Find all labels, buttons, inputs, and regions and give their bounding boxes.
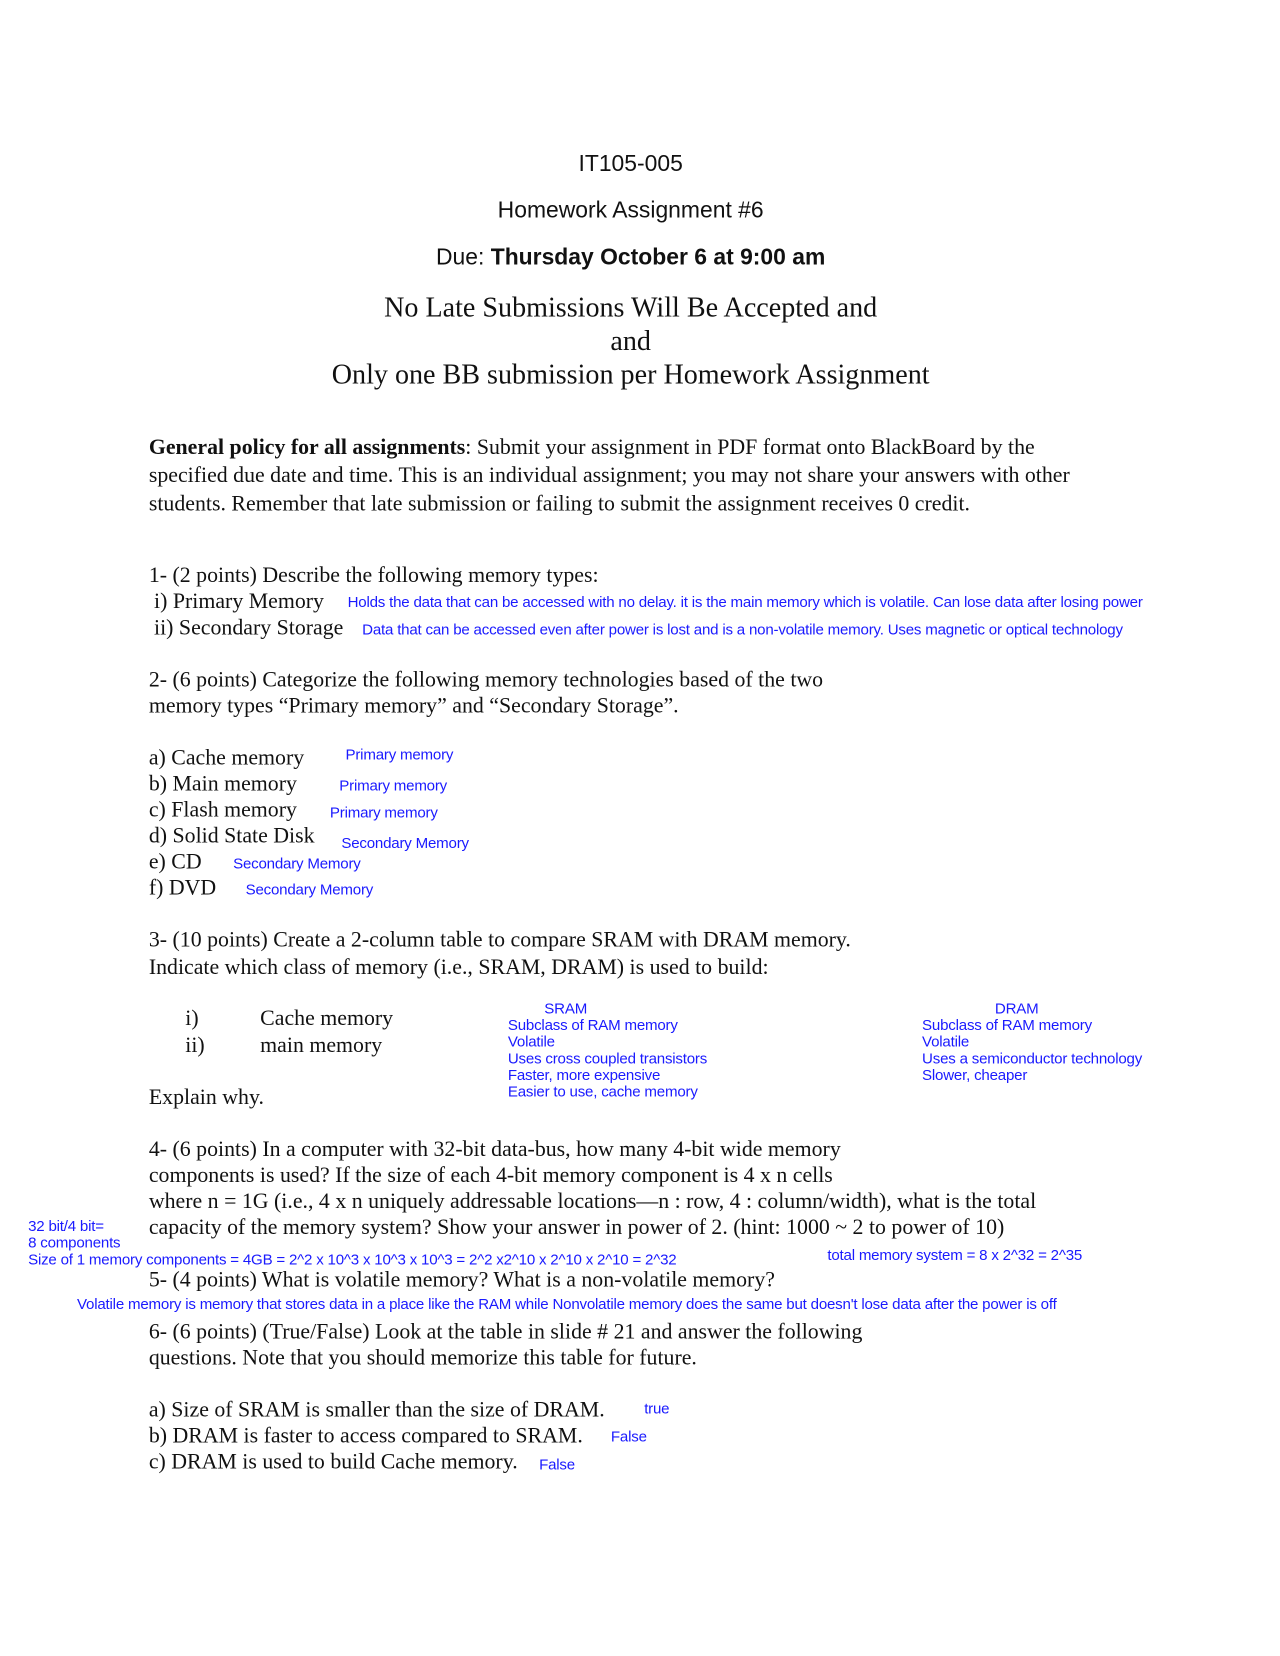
q4-answer: 32 bit/4 bit= xyxy=(28,1218,104,1236)
q2-item-label: d) Solid State Disk xyxy=(148,822,315,848)
q3-item-text: main memory xyxy=(260,1032,383,1058)
q6-line-2: questions. Note that you should memorize this table for future. xyxy=(148,1344,697,1370)
q2-line-1: 2- (6 points) Categorize the following memory technologies based of the two xyxy=(148,666,824,692)
dram-line: Subclass of RAM memory xyxy=(922,1017,1092,1035)
due-label: Due: xyxy=(435,243,491,270)
q3-line-1: 3- (10 points) Create a 2-column table to compare SRAM with DRAM memory. xyxy=(148,926,851,952)
q2-line-2: memory types “Primary memory” and “Secondary Storage”. xyxy=(148,692,679,718)
notice-line-3: Only one BB submission per Homework Assignment xyxy=(331,358,930,390)
q4-answer: 8 components xyxy=(28,1235,121,1252)
q6-answer: False xyxy=(610,1428,647,1446)
q2-item-label: c) Flash memory xyxy=(148,796,297,822)
sram-title: SRAM xyxy=(544,1000,588,1018)
sram-line: Uses cross coupled transistors xyxy=(507,1050,708,1068)
q2-answer: Secondary Memory xyxy=(341,835,469,852)
q3-item-text: Cache memory xyxy=(260,1005,394,1031)
due-value: Thursday October 6 at 9:00 am xyxy=(490,243,826,270)
q5-answer: Volatile memory is memory that stores data in a place like the RAM while Nonvolatile memory does the same but doesn't lose data after the power is off xyxy=(77,1296,1057,1314)
q2-answer: Secondary Memory xyxy=(233,856,361,873)
dram-column xyxy=(922,1001,1142,1084)
q2-answer: Primary memory xyxy=(329,805,438,822)
q6-answer: False xyxy=(539,1457,575,1474)
q2-item-label: b) Main memory xyxy=(148,770,297,796)
q6-item-label: c) DRAM is used to build Cache memory. xyxy=(148,1448,518,1474)
q1-item-label: ii) Secondary Storage xyxy=(154,614,344,640)
q2-item-label: e) CD xyxy=(148,848,202,874)
sram-line: Volatile xyxy=(507,1034,555,1051)
q4-line: components is used? If the size of each 4-bit memory component is 4 x n cells xyxy=(148,1162,833,1188)
q3-item-num: ii) xyxy=(185,1032,205,1058)
dram-title: DRAM xyxy=(994,1000,1039,1018)
q3-line-2: Indicate which class of memory (i.e., SRAM, DRAM) is used to build: xyxy=(148,954,769,980)
q6-item-label: a) Size of SRAM is smaller than the size of DRAM. xyxy=(148,1396,605,1422)
course-code: IT105-005 xyxy=(578,149,683,177)
q4-line: capacity of the memory system? Show your answer in power of 2. (hint: 1000 ~ 2 to power of 10) xyxy=(148,1214,1005,1240)
q4-answer: total memory system = 8 x 2^32 = 2^35 xyxy=(827,1247,1083,1265)
dram-line: Volatile xyxy=(922,1034,970,1051)
sram-line: Easier to use, cache memory xyxy=(507,1084,698,1101)
q2-answer: Primary memory xyxy=(339,778,448,795)
q2-item-label: a) Cache memory xyxy=(148,744,305,770)
q4-line: where n = 1G (i.e., 4 x n uniquely addressable locations—n : row, 4 : column/width), what is the total xyxy=(148,1188,1037,1214)
q3-item-num: i) xyxy=(185,1005,199,1031)
q2-item-label: f) DVD xyxy=(148,874,217,900)
q6-item-label: b) DRAM is faster to access compared to SRAM. xyxy=(148,1422,583,1448)
q1-answer: Holds the data that can be accessed with no delay. it is the main memory which is volatile. Can lose data after losing power xyxy=(347,594,1143,612)
q2-answer: Primary memory xyxy=(345,746,454,764)
notice-line-1: No Late Submissions Will Be Accepted and xyxy=(384,291,878,323)
sram-line: Subclass of RAM memory xyxy=(507,1017,678,1035)
policy-heading: General policy for all assignments xyxy=(148,434,466,460)
q6-answer: true xyxy=(644,1400,670,1418)
dram-line: Uses a semiconductor technology xyxy=(922,1050,1143,1068)
sram-line: Faster, more expensive xyxy=(507,1067,661,1085)
general-policy xyxy=(149,433,1106,517)
q6-line-1: 6- (6 points) (True/False) Look at the table in slide # 21 and answer the following xyxy=(148,1318,863,1344)
q4-answer: Size of 1 memory components = 4GB = 2^2 x 10^3 x 10^3 x 10^3 = 2^2 x2^10 x 2^10 x 2^10 = 2^32 xyxy=(28,1251,677,1269)
q1-item-label: i) Primary Memory xyxy=(154,588,324,614)
q1-answer: Data that can be accessed even after power is lost and is a non-volatile memory. Uses magnetic or optical technology xyxy=(362,621,1123,639)
q4-line: 4- (6 points) In a computer with 32-bit data-bus, how many 4-bit wide memory xyxy=(148,1136,841,1162)
q2-answer: Secondary Memory xyxy=(245,882,374,899)
q1-prompt: 1- (2 points) Describe the following memory types: xyxy=(148,562,599,588)
dram-line: Slower, cheaper xyxy=(922,1067,1028,1085)
policy-text: : Submit your assignment in PDF format onto BlackBoard by the specified due date and time. This is an individual assignment; you may not share your answers with other students. Remember that late submission or failing to submit the assignment receives 0 credit. xyxy=(148,434,1070,516)
sram-column xyxy=(508,1001,707,1101)
due-date xyxy=(0,244,1261,271)
q5-prompt: 5- (4 points) What is volatile memory? What is a non-volatile memory? xyxy=(148,1266,775,1292)
notice-line-2: and xyxy=(610,324,651,357)
assignment-title: Homework Assignment #6 xyxy=(497,196,764,223)
q3-explain: Explain why. xyxy=(148,1084,264,1110)
